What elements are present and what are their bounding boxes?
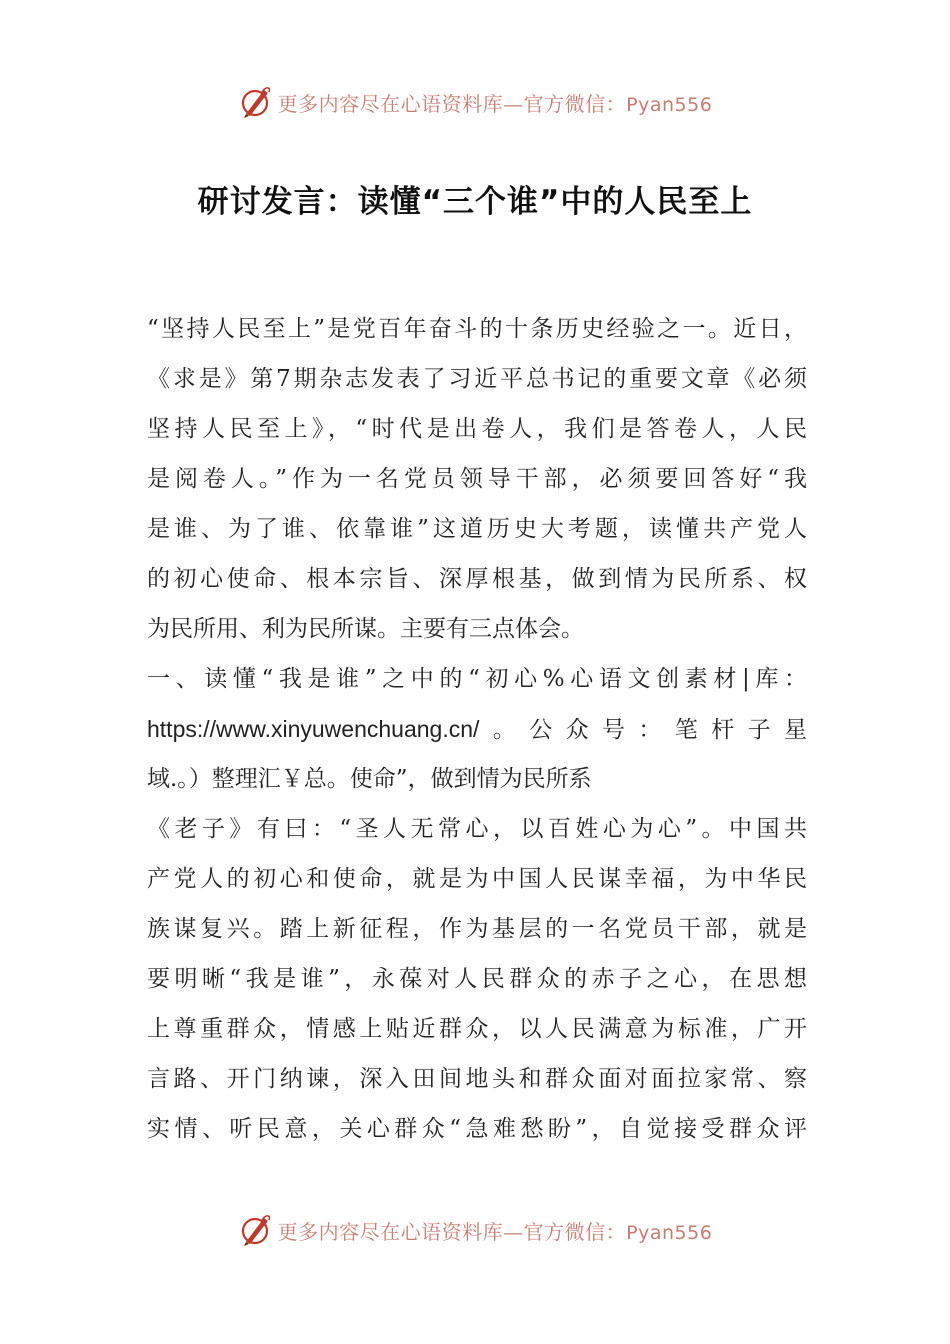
body-line: 要明晰“我是谁”，永葆对人民群众的赤子之心，在思想 <box>147 966 807 992</box>
document-body <box>147 304 807 1154</box>
body-line: 是阅卷人。”作为一名党员领导干部，必须要回答好“我 <box>147 466 807 492</box>
watermark-handle: Pyan556 <box>626 1221 713 1244</box>
body-line: 的初心使命、根本宗旨、深厚根基，做到情为民所系、权 <box>147 566 807 592</box>
body-line: 是谁、为了谁、依靠谁”这道历史大考题，读懂共产党人 <box>147 516 807 542</box>
body-line: 产党人的初心和使命，就是为中国人民谋幸福，为中华民 <box>147 866 807 892</box>
body-line: “坚持人民至上”是党百年奋斗的十条历史经验之一。近日， <box>147 316 807 342</box>
body-line: 族谋复兴。踏上新征程，作为基层的一名党员干部，就是 <box>147 916 807 942</box>
pen-logo-icon <box>238 84 274 120</box>
document-title: 研讨发言：读懂“三个谁”中的人民至上 <box>197 184 753 220</box>
section-heading-line: 一、读懂“我是谁”之中的“初心%心语文创素材|库： <box>147 666 807 692</box>
body-line: 坚持人民至上》，“时代是出卷人，我们是答卷人，人民 <box>147 416 807 442</box>
bottom-watermark-banner <box>0 1210 950 1250</box>
watermark-handle: Pyan556 <box>626 93 713 116</box>
top-watermark-banner <box>0 82 950 122</box>
body-line: 《老子》有曰：“圣人无常心，以百姓心为心”。中国共 <box>147 816 807 842</box>
section-heading-line: 域.。）整理汇￥总。使命”，做到情为民所系 <box>147 766 592 792</box>
body-line: 实情、听民意，关心群众“急难愁盼”，自觉接受群众评 <box>147 1116 807 1142</box>
watermark-text: 更多内容尽在心语资料库—官方微信：Pyan556 <box>277 1219 713 1244</box>
body-line: 上尊重群众，情感上贴近群众，以人民满意为标准，广开 <box>147 1016 807 1042</box>
body-line: 《求是》第7期杂志发表了习近平总书记的重要文章《必须 <box>147 366 807 392</box>
body-line: 言路、开门纳谏，深入田间地头和群众面对面拉家常、察 <box>147 1066 807 1092</box>
pen-logo-icon <box>238 1212 274 1248</box>
source-url-line: https://www.xinyuwenchuang.cn/。公众号：笔杆子星 <box>147 716 807 742</box>
watermark-text: 更多内容尽在心语资料库—官方微信：Pyan556 <box>277 91 713 116</box>
body-line: 为民所用、利为民所谋。主要有三点体会。 <box>147 616 584 642</box>
